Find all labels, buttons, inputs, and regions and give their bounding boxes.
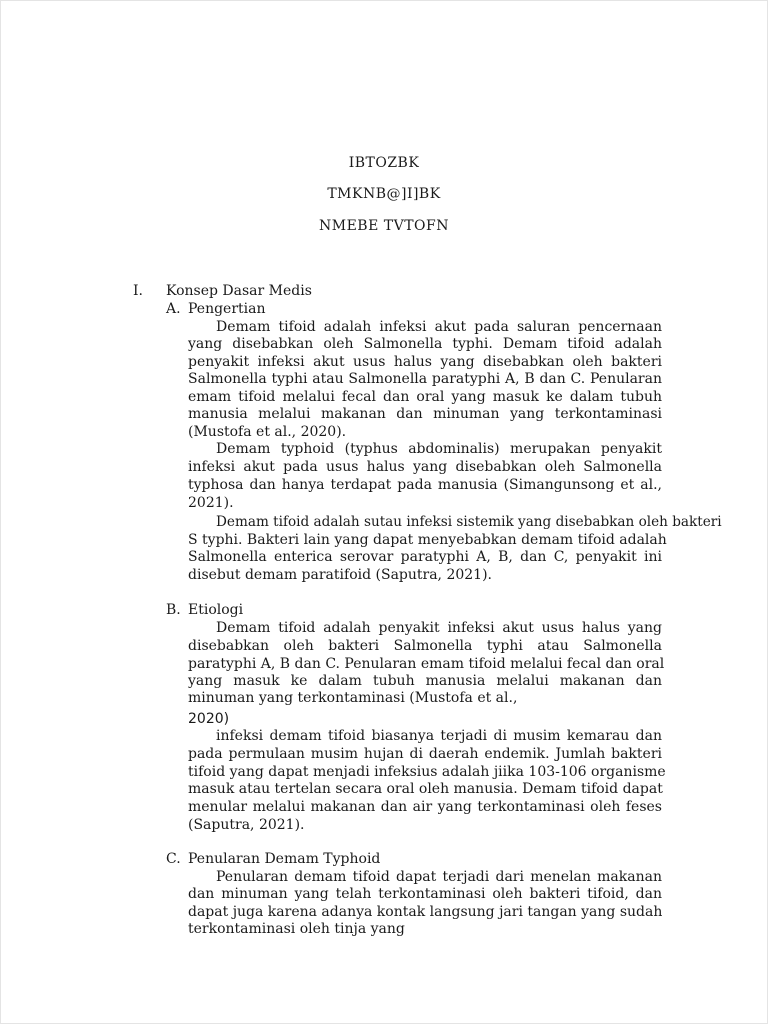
paragraph-line: paratyphi A, B dan C. Penularan emam tifoid melalui fecal dan oral — [188, 656, 665, 672]
paragraph-line: tifoid yang dapat menjadi infeksius adalah jiika 103-106 organisme — [188, 764, 666, 780]
paragraph-line: Demam tifoid adalah sutau infeksi sistemik yang disebabkan oleh bakteri — [216, 514, 722, 530]
subsection-heading-etiologi: Etiologi — [188, 602, 244, 618]
paragraph-line: emam tifoid melalui fecal dan oral yang masuk ke dalam tubuh — [188, 389, 662, 405]
paragraph-line: terkontaminasi oleh tinja yang — [188, 921, 405, 937]
paragraph-line: Demam tifoid adalah penyakit infeksi akut usus halus yang — [216, 620, 662, 636]
subsection-letter-b: B. — [166, 602, 181, 618]
paragraph-line: yang disebabkan oleh Salmonella typhi. Demam tifoid adalah — [188, 336, 662, 352]
paragraph-line: (Saputra, 2021). — [188, 817, 305, 833]
paragraph-line: Demam tifoid adalah infeksi akut pada saluran pencernaan — [216, 319, 662, 335]
paragraph-line: yang masuk ke dalam tubuh manusia melalui makanan dan — [188, 673, 662, 689]
document-title-line-3: NMEBE TVTOFN — [319, 218, 449, 234]
paragraph-line: Demam typhoid (typhus abdominalis) merupakan penyakit — [216, 441, 662, 457]
paragraph-line: Salmonella typhi atau Salmonella paratyphi A, B dan C. Penularan — [188, 371, 662, 387]
paragraph-line: minuman yang terkontaminasi (Mustofa et al., — [188, 690, 518, 706]
paragraph-line: S typhi. Bakteri lain yang dapat menyebabkan demam tifoid adalah — [188, 532, 667, 548]
paragraph-line: 2020) — [188, 711, 230, 727]
paragraph-line: 2021). — [188, 495, 234, 511]
paragraph-line: Salmonella enterica serovar paratyphi A, B, dan C, penyakit ini — [188, 549, 662, 565]
paragraph-line: (Mustofa et al., 2020). — [188, 424, 347, 440]
paragraph-line: menular melalui makanan dan air yang terkontaminasi oleh feses — [188, 799, 662, 815]
paragraph-line: typhosa dan hanya terdapat pada manusia (Simangunsong et al., — [188, 477, 662, 493]
subsection-letter-c: C. — [166, 851, 181, 867]
paragraph-line: manusia melalui makanan dan minuman yang terkontaminasi — [188, 406, 662, 422]
subsection-heading-penularan: Penularan Demam Typhoid — [188, 851, 381, 867]
paragraph-line: dapat juga karena adanya kontak langsung jari tangan yang sudah — [188, 904, 663, 920]
paragraph-line: infeksi demam tifoid biasanya terjadi di musim kemarau dan — [216, 728, 662, 744]
paragraph-line: infeksi akut pada usus halus yang disebabkan oleh Salmonella — [188, 459, 662, 475]
paragraph-line: disebut demam paratifoid (Saputra, 2021). — [188, 567, 492, 583]
section-heading: Konsep Dasar Medis — [166, 283, 312, 299]
paragraph-line: masuk atau tertelan secara oral oleh manusia. Demam tifoid dapat — [188, 781, 663, 797]
paragraph-line: dan minuman yang telah terkontaminasi oleh bakteri tifoid, dan — [188, 886, 662, 902]
document-title-line-2: TMKNB@]I]BK — [327, 186, 441, 202]
paragraph-line: Penularan demam tifoid dapat terjadi dari menelan makanan — [216, 869, 662, 885]
paragraph-line: pada permulaan musim hujan di daerah endemik. Jumlah bakteri — [188, 746, 662, 762]
document-title-line-1: IBTOZBK — [348, 155, 420, 171]
paragraph-line: disebabkan oleh bakteri Salmonella typhi atau Salmonella — [188, 638, 662, 654]
subsection-heading-pengertian: Pengertian — [188, 301, 266, 317]
subsection-letter-a: A. — [166, 301, 181, 317]
section-numeral: I. — [133, 283, 143, 299]
paragraph-line: penyakit infeksi akut usus halus yang disebabkan oleh bakteri — [188, 354, 662, 370]
